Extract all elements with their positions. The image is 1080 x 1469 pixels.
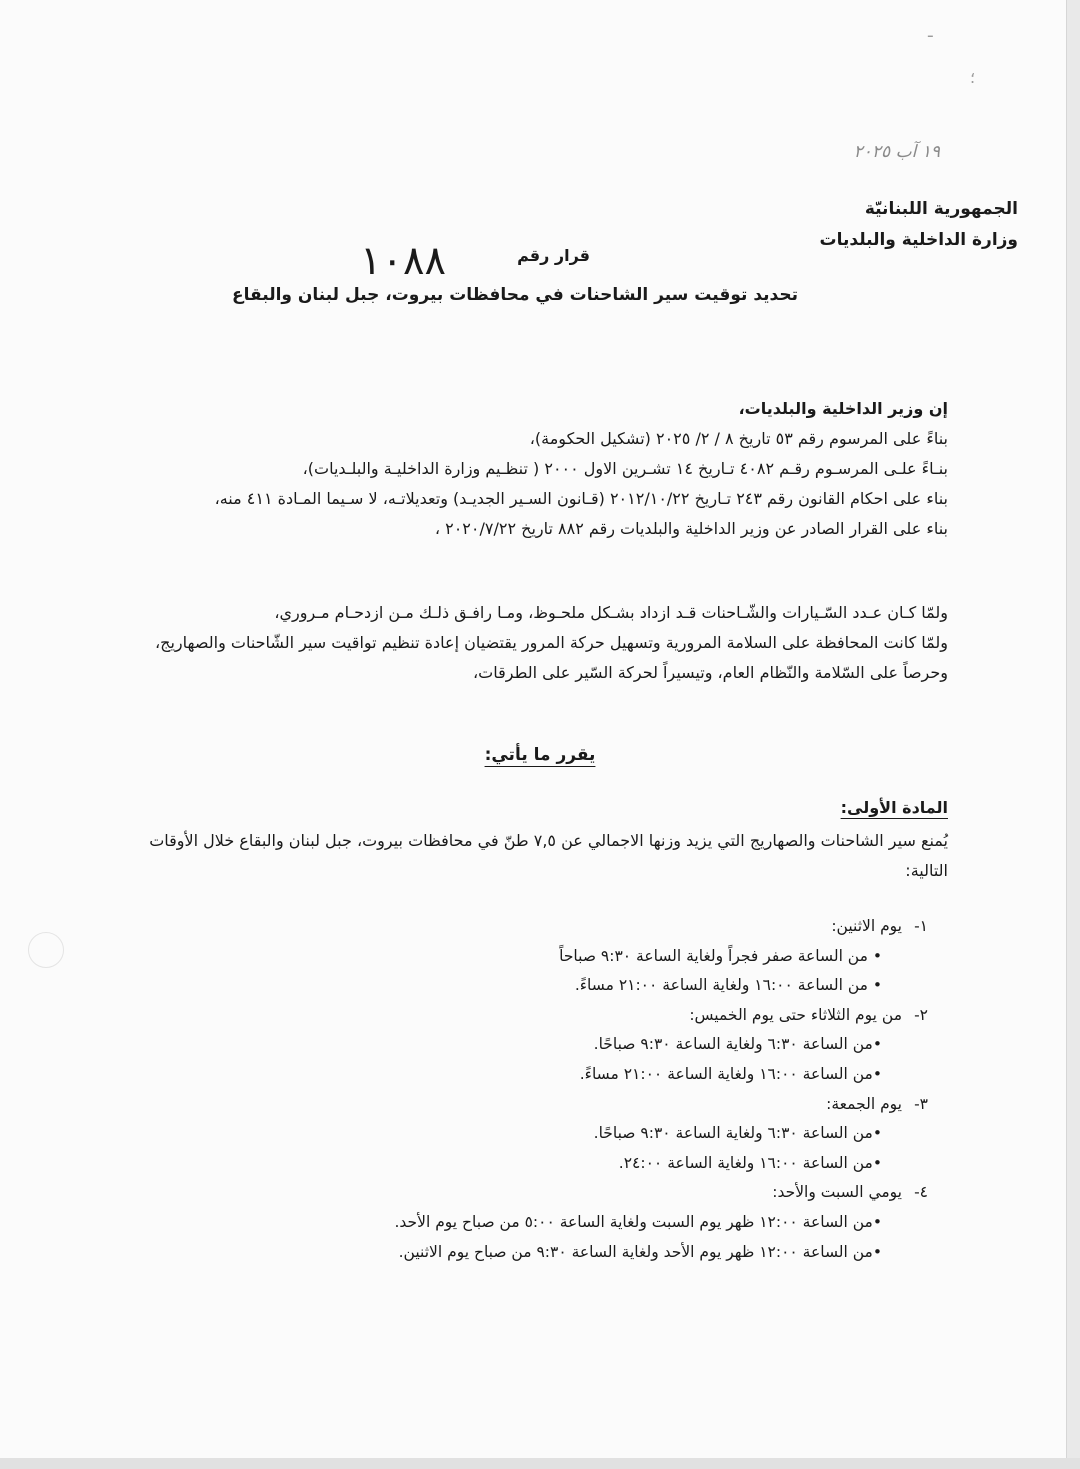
handwritten-side-mark: ؛ <box>970 68 976 87</box>
schedule-day-label: يومي السبت والأحد: <box>772 1183 902 1202</box>
handwritten-date: ١٩ آب ٢٠٢٥ <box>853 142 940 162</box>
punch-hole-mark <box>28 932 64 968</box>
preamble-heading: إن وزير الداخلية والبلديات، <box>738 399 948 418</box>
schedule-item <box>168 1001 928 1090</box>
preamble-line: بناء على القرار الصادر عن وزير الداخلية والبلديات رقم ٨٨٢ تاريخ ٢٠٢٠/٧/٢٢ ، <box>434 519 948 538</box>
preamble-line: بنـاءً علـى المرسـوم رقـم ٤٠٨٢ تـاريخ ١٤ تشـرين الاول ٢٠٠٠ ( تنظـيم وزارة الداخليـة والبلـديات)، <box>302 459 948 478</box>
schedule-time: • من الساعة ١٦:٠٠ ولغاية الساعة ٢١:٠٠ مساءً. <box>168 971 928 1001</box>
schedule-day-label: من يوم الثلاثاء حتى يوم الخميس: <box>689 1005 902 1024</box>
schedule-time: • من الساعة ١٢:٠٠ ظهر يوم السبت ولغاية الساعة ٥:٠٠ من صباح يوم الأحد. <box>168 1208 928 1238</box>
scan-edge <box>0 1458 1080 1469</box>
schedule-day <box>168 1178 928 1208</box>
schedule-number: ٢- <box>914 1005 928 1024</box>
recital-line: ولمّا كـان عـدد السّـيارات والشّـاحنات قـد ازداد بشـكل ملحـوظ، ومـا رافـق ذلـك مـن ازدحـام مـروري، <box>274 603 948 622</box>
schedule-day <box>168 912 928 942</box>
handwritten-corner-mark: ـ <box>928 22 933 41</box>
recital-line: ولمّا كانت المحافظة على السلامة المرورية وتسهيل حركة المرور يقتضيان إعادة تنظيم تواقيت سير الشّاحنات والصهاريج، <box>154 633 948 652</box>
schedule-time: • من الساعة ١٢:٠٠ ظهر يوم الأحد ولغاية الساعة ٩:٣٠ من صباح يوم الاثنين. <box>168 1238 928 1268</box>
schedule-time: • من الساعة ٦:٣٠ ولغاية الساعة ٩:٣٠ صباحًا. <box>168 1119 928 1149</box>
article-text: يُمنع سير الشاحنات والصهاريج التي يزيد وزنها الاجمالي عن ٧,٥ طنّ في محافظات بيروت، جبل لبنان والبقاع خلال الأوقات التالية: <box>149 831 948 880</box>
decision-number: ١٠٨٨ <box>360 238 446 284</box>
schedule-item <box>168 912 928 1001</box>
schedule-number: ١- <box>914 917 928 935</box>
article-title: المادة الأولى: <box>840 798 948 817</box>
schedule-number: ٤- <box>914 1183 928 1202</box>
schedule-day-label: يوم الجمعة: <box>826 1094 902 1113</box>
schedule-time: • من الساعة ٦:٣٠ ولغاية الساعة ٩:٣٠ صباحًا. <box>168 1030 928 1060</box>
schedule-time: • من الساعة ١٦:٠٠ ولغاية الساعة ٢١:٠٠ مساءً. <box>168 1060 928 1090</box>
preamble <box>88 394 948 544</box>
decision-label: قرار رقم <box>517 246 590 265</box>
preamble-line: بناءً على المرسوم رقم ٥٣ تاريخ ٨ / ٢/ ٢٠٢٥ (تشكيل الحكومة)، <box>529 429 948 448</box>
schedule-day-label: يوم الاثنين: <box>831 917 902 935</box>
schedule-time: • من الساعة ١٦:٠٠ ولغاية الساعة ٢٤:٠٠. <box>168 1149 928 1179</box>
document-title: تحديد توقيت سير الشاحنات في محافظات بيروت، جبل لبنان والبقاع <box>232 285 798 305</box>
schedule-item <box>168 1090 928 1179</box>
schedule-day <box>168 1001 928 1031</box>
country-name: الجمهورية اللبنانيّة <box>864 199 1018 219</box>
schedule-list <box>168 912 928 1267</box>
schedule-day <box>168 1090 928 1120</box>
recitals <box>88 598 948 688</box>
decides-heading: يقرر ما يأتي: <box>484 745 596 765</box>
ministry-name: وزارة الداخلية والبلديات <box>819 230 1018 250</box>
preamble-line: بناء على احكام القانون رقم ٢٤٣ تـاريخ ٢٠١٢/١٠/٢٢ (قـانون السـير الجديـد) وتعديلاتـه، لا سـيما المـادة ٤١١ منه، <box>214 489 948 508</box>
schedule-number: ٣- <box>914 1094 928 1113</box>
schedule-item <box>168 1178 928 1267</box>
recital-line: وحرصاً على السّلامة والنّظام العام، وتيسيراً لحركة السّير على الطرقات، <box>473 663 948 682</box>
letterhead <box>820 194 1018 256</box>
schedule-time: • من الساعة صفر فجراً ولغاية الساعة ٩:٣٠ صباحاً <box>168 942 928 972</box>
